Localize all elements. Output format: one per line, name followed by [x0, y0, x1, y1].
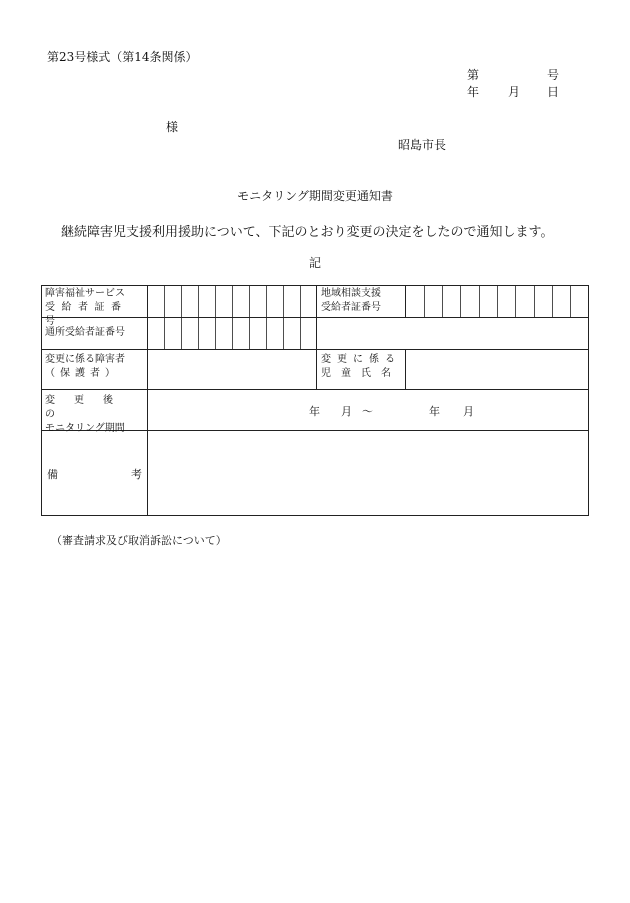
- row1-label: [45, 287, 143, 329]
- header-tsuki: 月: [508, 85, 521, 99]
- header-go: 号: [547, 68, 560, 82]
- row3-right-label-line1: 変更に係る: [321, 354, 401, 365]
- row3-label: [45, 353, 143, 381]
- period-tsuki2: 月: [463, 405, 474, 418]
- period-tilde: ～: [362, 405, 373, 418]
- row4-label: [45, 394, 143, 436]
- form-number: 第23号様式（第14条関係）: [47, 50, 198, 64]
- remarks-label-left: 備: [47, 468, 58, 481]
- row1-label-line2: [45, 301, 143, 329]
- body-text: 継続障害児支援利用援助について、下記のとおり変更の決定をしたので通知します。: [61, 225, 554, 240]
- row4-label-line2: モニタリング期間: [45, 423, 125, 434]
- ki-heading: 記: [308, 256, 321, 270]
- row3-right-label: [321, 353, 401, 381]
- header-nen: 年: [467, 85, 480, 99]
- row3-label-line1: 変更に係る障害者: [45, 354, 125, 365]
- footer-note: （審査請求及び取消訴訟について）: [51, 534, 227, 547]
- row1-label-line2-text: 受給者証番号: [45, 302, 128, 327]
- row1-right-label-line1: 地域相談支援: [321, 288, 381, 299]
- row1-right-label: [321, 287, 401, 315]
- header-dai: 第: [467, 68, 480, 82]
- row4-label-line1: 変更後の: [45, 395, 132, 420]
- recipient-sama: 様: [166, 120, 179, 134]
- header-hi: 日: [547, 85, 560, 99]
- row3-right-label-line2: 児童氏名: [321, 368, 401, 379]
- row3-label-line2: （保護者）: [45, 368, 120, 379]
- document-title: モニタリング期間変更通知書: [237, 189, 393, 203]
- period-tsuki1: 月: [341, 405, 352, 418]
- issuer-mayor: 昭島市長: [398, 138, 447, 152]
- row1-label-line1: 障害福祉サービス: [45, 288, 125, 299]
- period-nen2: 年: [429, 405, 440, 418]
- row2-label: 通所受給者証番号: [45, 327, 125, 338]
- row1-right-label-line2: 受給者証番号: [321, 302, 381, 313]
- period-nen1: 年: [309, 405, 320, 418]
- remarks-label-right: 考: [131, 468, 142, 481]
